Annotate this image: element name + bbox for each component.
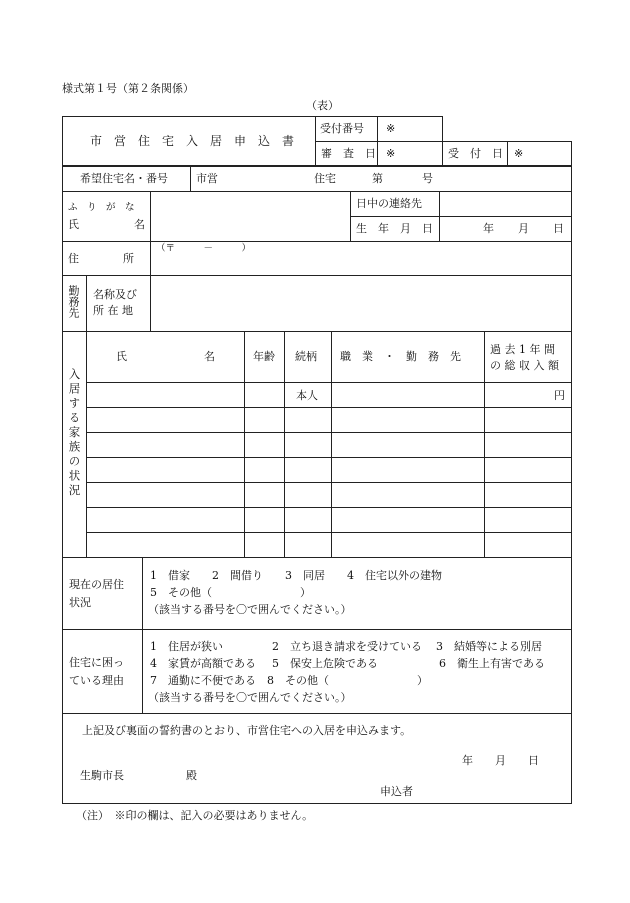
reason-label-2: ている理由 bbox=[69, 674, 124, 687]
family-row[interactable] bbox=[87, 533, 571, 557]
declaration-date[interactable]: 年 月 日 bbox=[462, 754, 539, 767]
review-date-mark: ※ bbox=[386, 147, 396, 160]
receipt-number-label: 受付番号 bbox=[320, 122, 364, 135]
family-row[interactable] bbox=[87, 408, 571, 432]
applicant-signature-label: 申込者 bbox=[380, 785, 413, 798]
family-row[interactable] bbox=[87, 458, 571, 482]
family-row[interactable] bbox=[87, 383, 571, 407]
family-col-income-2: の 総 収 入 額 bbox=[490, 359, 559, 372]
family-yen-unit: 円 bbox=[554, 389, 565, 402]
work-field[interactable] bbox=[151, 276, 571, 330]
address-label: 住 所 bbox=[68, 252, 134, 265]
housing-label: 希望住宅名・番号 bbox=[80, 172, 168, 185]
family-label: 入居する家族の状況 bbox=[67, 368, 82, 499]
birth-day: 日 bbox=[553, 222, 564, 235]
work-name-address-1: 名称及び bbox=[93, 288, 137, 301]
side-label: （表） bbox=[306, 99, 339, 112]
family-col-income-1: 過 去 1 年 間 bbox=[490, 343, 555, 356]
receipt-number-mark: ※ bbox=[386, 122, 396, 135]
footnote: （注） ※印の欄は、記入の必要はありません。 bbox=[76, 809, 314, 822]
form-title: 市 営 住 宅 入 居 申 込 書 bbox=[90, 134, 295, 148]
reason-option-6[interactable]: 6 衛生上有害である bbox=[439, 657, 545, 670]
applicant-signature-field[interactable] bbox=[420, 780, 570, 802]
reason-option-4[interactable]: 4 家賃が高額である bbox=[150, 657, 256, 670]
family-row[interactable] bbox=[87, 483, 571, 507]
housing-go: 号 bbox=[422, 172, 433, 185]
addressee-dono: 殿 bbox=[186, 769, 197, 782]
addressee: 生駒市長 bbox=[80, 769, 124, 782]
daytime-contact-label: 日中の連絡先 bbox=[356, 197, 422, 210]
work-name-address-2: 所 在 地 bbox=[93, 304, 133, 317]
family-self-relation: 本人 bbox=[296, 389, 318, 402]
family-row[interactable] bbox=[87, 433, 571, 457]
postal-code: （〒 － ） bbox=[156, 243, 252, 254]
residence-instruction: （該当する番号を〇で囲んでください。） bbox=[148, 603, 352, 616]
reason-option-7-8[interactable]: 7 通勤に不便である 8 その他（ ） bbox=[150, 674, 428, 687]
birth-month: 月 bbox=[518, 222, 529, 235]
reason-option-2[interactable]: 2 立ち退き請求を受けている bbox=[272, 640, 422, 653]
reason-option-1[interactable]: 1 住居が狭い bbox=[150, 640, 223, 653]
family-col-relation: 続柄 bbox=[295, 350, 317, 363]
housing-city: 市営 bbox=[196, 172, 218, 185]
family-col-job: 職 業 ・ 勤 務 先 bbox=[340, 350, 461, 363]
receipt-date-label: 受 付 日 bbox=[448, 147, 503, 160]
birth-date-label: 生 年 月 日 bbox=[356, 222, 433, 235]
name-label: 氏 名 bbox=[68, 218, 145, 231]
residence-options-1[interactable]: 1 借家 2 間借り 3 同居 4 住宅以外の建物 bbox=[150, 569, 442, 582]
family-row[interactable] bbox=[87, 508, 571, 532]
housing-dai: 第 bbox=[372, 172, 383, 185]
form-number: 様式第１号（第２条関係） bbox=[62, 82, 194, 95]
declaration-text: 上記及び裏面の誓約書のとおり、市営住宅への入居を申込みます。 bbox=[82, 724, 412, 737]
review-date-label: 審 査 日 bbox=[321, 147, 376, 160]
housing-field[interactable] bbox=[190, 166, 572, 191]
receipt-date-mark: ※ bbox=[514, 147, 524, 160]
housing-jutaku: 住宅 bbox=[314, 172, 336, 185]
family-col-name: 氏 名 bbox=[116, 350, 215, 363]
daytime-contact-field[interactable] bbox=[440, 192, 571, 215]
reason-instruction: （該当する番号を〇で囲んでください。） bbox=[148, 691, 352, 704]
address-field[interactable] bbox=[151, 242, 571, 274]
residence-options-2[interactable]: 5 その他（ ） bbox=[150, 586, 311, 599]
birth-year: 年 bbox=[483, 222, 494, 235]
reason-label-1: 住宅に困っ bbox=[69, 656, 124, 669]
applicant-name-field[interactable] bbox=[151, 192, 349, 240]
reason-option-5[interactable]: 5 保安上危険である bbox=[272, 657, 378, 670]
work-label: 勤務先 bbox=[67, 285, 80, 318]
reason-option-3[interactable]: 3 結婚等による別居 bbox=[436, 640, 542, 653]
residence-label-2: 状況 bbox=[69, 596, 91, 609]
family-col-age: 年齢 bbox=[253, 350, 275, 363]
residence-label-1: 現在の居住 bbox=[69, 578, 124, 591]
furigana-label: ふ り が な bbox=[68, 202, 135, 213]
